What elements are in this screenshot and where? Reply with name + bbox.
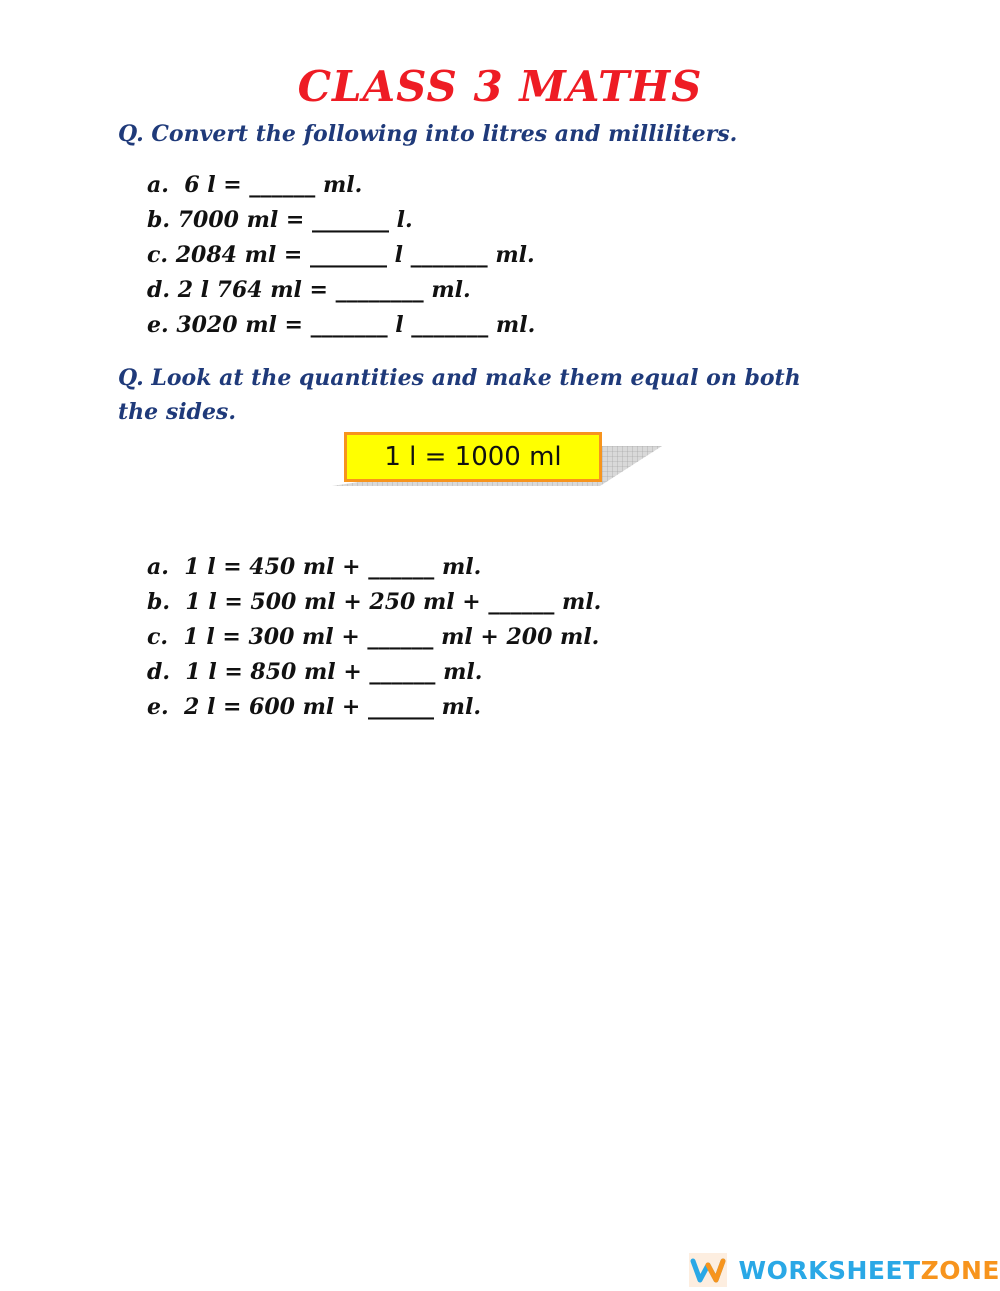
equal-exercise-list — [147, 550, 601, 725]
page-title: CLASS 3 MATHS — [297, 62, 703, 111]
exercise-item: e. 2 l = 600 ml + ______ ml. — [147, 694, 481, 720]
callout-box: 1 l = 1000 ml — [344, 432, 602, 482]
exercise-item: d. 2 l 764 ml = ________ ml. — [147, 277, 471, 303]
exercise-item: d. 1 l = 850 ml + ______ ml. — [147, 659, 483, 685]
exercise-item: b. 7000 ml = _______ l. — [147, 207, 413, 233]
exercise-item: c. 1 l = 300 ml + ______ ml + 200 ml. — [147, 624, 600, 650]
brand-name-part1: WORKSHEET — [738, 1255, 921, 1285]
question-equal-sides: Q. Look at the quantities and make them equal on both the sides. — [118, 365, 801, 425]
convert-exercise-list — [147, 168, 535, 343]
question-convert: Q. Convert the following into litres and milliliters. — [118, 121, 738, 147]
conversion-callout — [332, 432, 667, 492]
exercise-item: e. 3020 ml = _______ l _______ ml. — [147, 312, 536, 338]
exercise-item: b. 1 l = 500 ml + 250 ml + ______ ml. — [147, 589, 602, 615]
brand-name — [739, 1256, 1000, 1285]
exercise-item: a. 1 l = 450 ml + ______ ml. — [147, 554, 482, 580]
brand-name-part2: ZONE — [920, 1255, 1000, 1285]
exercise-item: c. 2084 ml = _______ l _______ ml. — [147, 242, 535, 268]
exercise-item: a. 6 l = ______ ml. — [147, 172, 363, 198]
worksheetzone-logo-icon — [689, 1253, 727, 1287]
worksheetzone-brand — [689, 1253, 1000, 1287]
